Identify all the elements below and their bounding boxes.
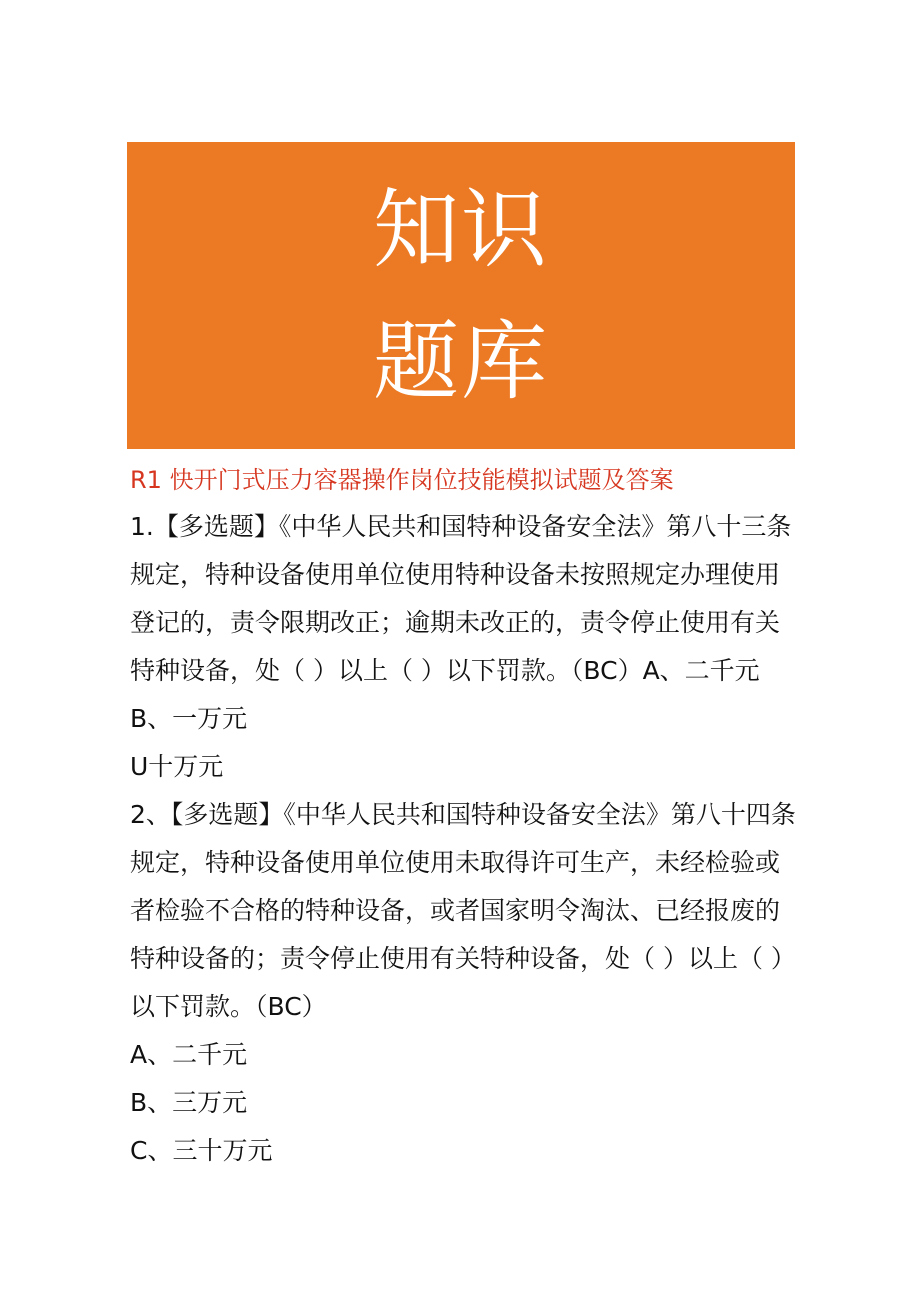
option-a: A、二千元 (130, 1040, 248, 1069)
option-b: B、三万元 (130, 1088, 248, 1117)
banner-line-2: 题库 (373, 311, 549, 412)
question-1 (130, 503, 798, 791)
question-text: 1.【多选题】《中华人民共和国特种设备安全法》第八十三条规定，特种设备使用单位使用特种设备未按照规定办理使用登记的，责令限期改正；逾期未改正的，责令停止使用有关特种设备，处（ ）以上（ ）以下罚款。（BC）A、二千元 (130, 512, 792, 685)
option-c: U十万元 (130, 752, 224, 781)
option-b: B、一万元 (130, 704, 248, 733)
document-title: R1 快开门式压力容器操作岗位技能模拟试题及答案 (130, 466, 674, 494)
question-list (130, 503, 798, 1175)
question-2 (130, 791, 798, 1175)
question-text: 2、【多选题】《中华人民共和国特种设备安全法》第八十四条规定，特种设备使用单位使用未取得许可生产，未经检验或者检验不合格的特种设备，或者国家明令淘汰、已经报废的特种设备的；责令停止使用有关特种设备，处（ ）以上（ ）以下罚款。（BC） (130, 800, 796, 1021)
title-banner (127, 142, 795, 449)
banner-line-1: 知识 (373, 179, 549, 280)
option-c: C、三十万元 (130, 1136, 273, 1165)
